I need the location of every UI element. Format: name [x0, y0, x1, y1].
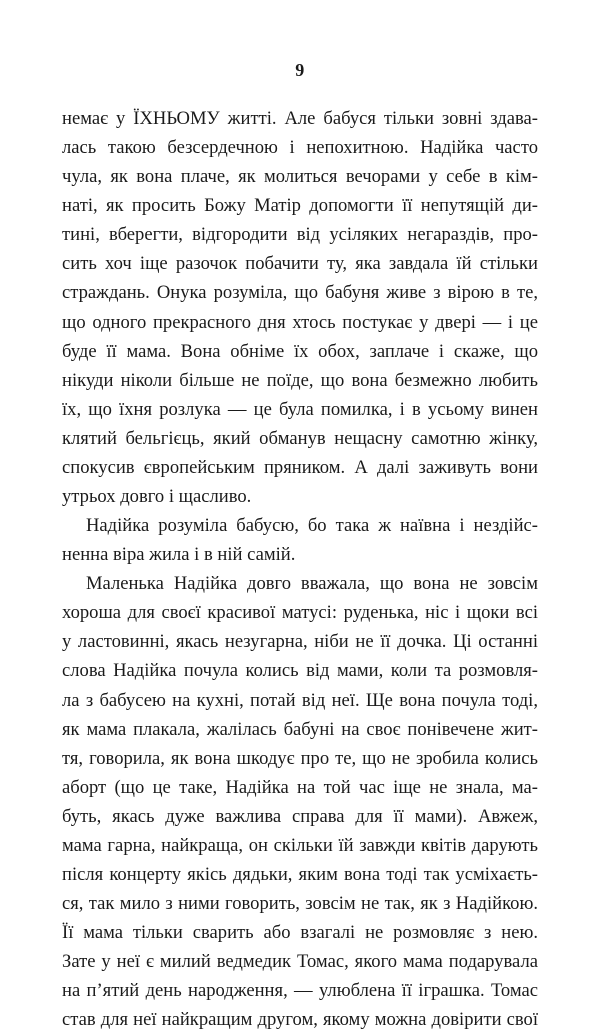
- text-line: нікуди ніколи більше не поїде, що вона безмежно любить: [62, 369, 538, 391]
- text-line: ненна віра жила і в ній самій.: [62, 544, 296, 566]
- text-line: їх, що їхня розлука — це була помилка, і в усьому винен: [62, 398, 538, 420]
- text-line: аборт (що це таке, Надійка на той час іще не знала, ма-: [62, 776, 538, 798]
- text-line: Маленька Надійка довго вважала, що вона не зовсім: [86, 573, 538, 595]
- paragraph: [62, 104, 538, 511]
- text-line: немає у ЇХНЬОМУ житті. Але бабуся тільки зовні здава-: [62, 108, 538, 129]
- text-line: Надійка розуміла бабусю, бо така ж наївна і нездійс-: [86, 515, 538, 537]
- paragraph: [62, 511, 538, 569]
- text-line: слова Надійка почула колись від мами, коли та розмовля-: [62, 660, 538, 682]
- text-line: тя, говорила, як вона шкодує про те, що не зробила колись: [62, 747, 538, 769]
- text-line: сить хоч іще разочок побачити ту, яка завдала їй стільки: [62, 253, 538, 275]
- text-line: що одного прекрасного дня хтось постукає у двері — і це: [62, 311, 538, 333]
- text-line: наті, як просить Божу Матір допомогти її непутящій ди-: [62, 195, 538, 217]
- text-line: Зате у неї є милий ведмедик Томас, якого мама подарувала: [62, 951, 538, 973]
- text-line: спокусив європейським пряником. А далі заживуть вони: [62, 456, 538, 478]
- text-line: став для неї найкращим другом, якому можна довірити свої: [62, 1009, 538, 1031]
- text-line: на п’ятий день народження, — улюблена її іграшка. Томас: [62, 980, 538, 1002]
- paragraph: [62, 569, 538, 1034]
- text-line: як мама плакала, жалілась бабуні на своє понівечене жит-: [62, 718, 538, 740]
- text-line: буть, якась дуже важлива справа для її мами). Авжеж,: [62, 805, 538, 827]
- page-number: 9: [295, 60, 305, 80]
- text-line: ла з бабусею на кухні, потай від неї. Ще вона почула тоді,: [62, 689, 538, 711]
- text-line: утрьох довго і щасливо.: [62, 486, 252, 508]
- text-line: ся, так мило з ними говорить, зовсім не так, як з Надійкою.: [62, 893, 538, 915]
- text-line: після концерту якісь дядьки, яким вона тоді так усміхаєть-: [62, 864, 538, 886]
- text-line: буде її мама. Вона обніме їх обох, заплаче і скаже, що: [62, 340, 538, 362]
- text-line: чула, як вона плаче, як молиться вечорами у себе в кім-: [62, 166, 538, 188]
- text-line: мама гарна, найкраща, он скільки їй завжди квітів дарують: [62, 834, 538, 856]
- text-line: клятий бельгієць, який обманув нещасну самотню жінку,: [62, 427, 538, 449]
- text-line: у ластовинні, якась незугарна, ніби не її дочка. Ці останні: [62, 631, 538, 653]
- text-line: хороша для своєї красивої матусі: руденька, ніс і щоки всі: [62, 602, 538, 624]
- text-line: лась такою безсердечною і непохитною. Надійка часто: [62, 137, 538, 159]
- body-text: [62, 104, 538, 1035]
- text-line: страждань. Онука розуміла, що бабуня живе з вірою в те,: [62, 282, 538, 304]
- text-line: тині, вберегти, відгородити від усіляких негараздів, про-: [62, 224, 538, 246]
- text-line: Її мама тільки сварить або взагалі не розмовляє з нею.: [62, 922, 538, 944]
